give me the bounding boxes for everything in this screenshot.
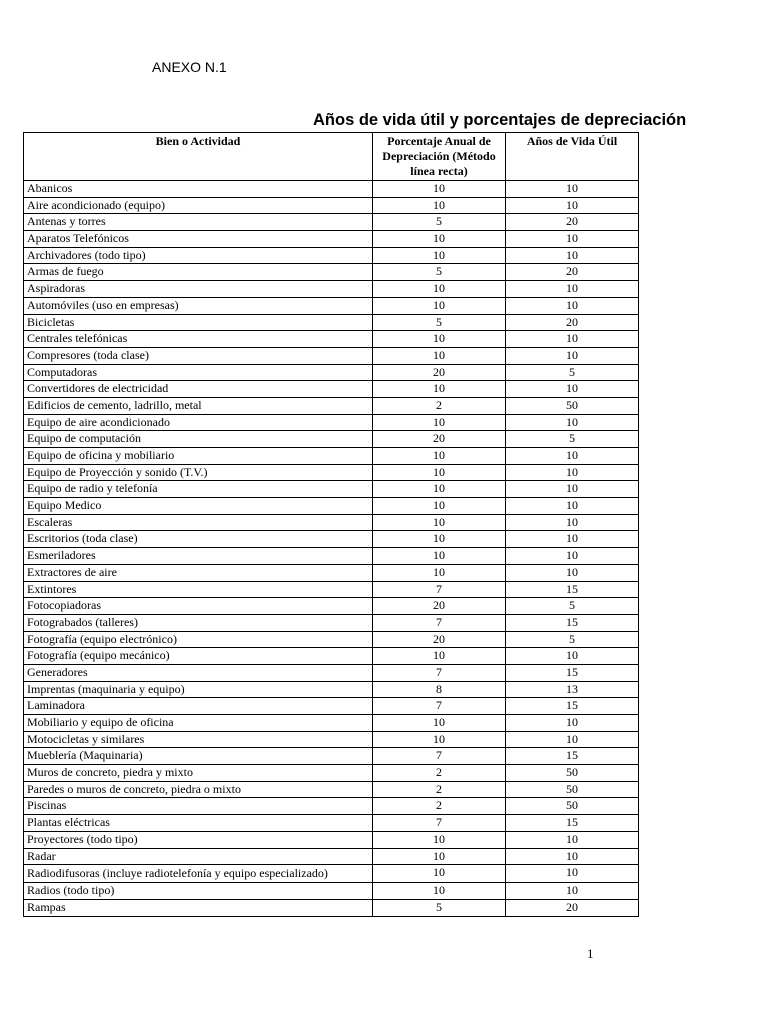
cell-percent: 7 bbox=[373, 614, 506, 631]
cell-years: 15 bbox=[506, 664, 639, 681]
cell-percent: 10 bbox=[373, 514, 506, 531]
cell-years: 15 bbox=[506, 815, 639, 832]
cell-item: Radar bbox=[24, 848, 373, 865]
table-row bbox=[24, 481, 639, 498]
cell-years: 13 bbox=[506, 681, 639, 698]
cell-item: Proyectores (todo tipo) bbox=[24, 831, 373, 848]
cell-years: 10 bbox=[506, 883, 639, 900]
table-row bbox=[24, 548, 639, 565]
cell-item: Bicicletas bbox=[24, 314, 373, 331]
cell-years: 10 bbox=[506, 247, 639, 264]
cell-years: 20 bbox=[506, 314, 639, 331]
cell-percent: 20 bbox=[373, 631, 506, 648]
table-row bbox=[24, 614, 639, 631]
cell-years: 10 bbox=[506, 381, 639, 398]
cell-percent: 10 bbox=[373, 831, 506, 848]
cell-percent: 10 bbox=[373, 281, 506, 298]
cell-item: Archivadores (todo tipo) bbox=[24, 247, 373, 264]
cell-item: Radiodifusoras (incluye radiotelefonía y equipo especializado) bbox=[24, 865, 373, 883]
cell-percent: 10 bbox=[373, 381, 506, 398]
table-row bbox=[24, 664, 639, 681]
cell-years: 10 bbox=[506, 715, 639, 732]
cell-item: Generadores bbox=[24, 664, 373, 681]
table-row bbox=[24, 581, 639, 598]
cell-years: 10 bbox=[506, 448, 639, 465]
cell-years: 50 bbox=[506, 765, 639, 782]
cell-years: 15 bbox=[506, 748, 639, 765]
cell-percent: 10 bbox=[373, 181, 506, 198]
depreciation-table bbox=[23, 132, 639, 917]
cell-percent: 7 bbox=[373, 581, 506, 598]
cell-percent: 10 bbox=[373, 564, 506, 581]
table-row bbox=[24, 798, 639, 815]
cell-years: 10 bbox=[506, 731, 639, 748]
table-row bbox=[24, 414, 639, 431]
cell-years: 10 bbox=[506, 231, 639, 248]
table-row bbox=[24, 648, 639, 665]
table-row bbox=[24, 781, 639, 798]
cell-percent: 10 bbox=[373, 231, 506, 248]
cell-years: 20 bbox=[506, 214, 639, 231]
cell-item: Equipo de aire acondicionado bbox=[24, 414, 373, 431]
cell-percent: 5 bbox=[373, 264, 506, 281]
cell-item: Equipo de radio y telefonía bbox=[24, 481, 373, 498]
cell-item: Paredes o muros de concreto, piedra o mixto bbox=[24, 781, 373, 798]
table-row bbox=[24, 815, 639, 832]
cell-percent: 10 bbox=[373, 548, 506, 565]
cell-item: Imprentas (maquinaria y equipo) bbox=[24, 681, 373, 698]
cell-years: 10 bbox=[506, 464, 639, 481]
cell-item: Antenas y torres bbox=[24, 214, 373, 231]
cell-item: Equipo de computación bbox=[24, 431, 373, 448]
cell-percent: 20 bbox=[373, 364, 506, 381]
table-row bbox=[24, 464, 639, 481]
cell-item: Esmeriladores bbox=[24, 548, 373, 565]
cell-percent: 20 bbox=[373, 598, 506, 615]
cell-percent: 10 bbox=[373, 297, 506, 314]
cell-percent: 10 bbox=[373, 448, 506, 465]
cell-percent: 10 bbox=[373, 197, 506, 214]
cell-years: 50 bbox=[506, 798, 639, 815]
table-row bbox=[24, 381, 639, 398]
table-row bbox=[24, 514, 639, 531]
table-row bbox=[24, 848, 639, 865]
table-row bbox=[24, 448, 639, 465]
cell-percent: 7 bbox=[373, 815, 506, 832]
cell-years: 15 bbox=[506, 698, 639, 715]
cell-percent: 7 bbox=[373, 664, 506, 681]
annex-label: ANEXO N.1 bbox=[152, 59, 227, 75]
cell-percent: 5 bbox=[373, 899, 506, 916]
table-row bbox=[24, 531, 639, 548]
cell-item: Muros de concreto, piedra y mixto bbox=[24, 765, 373, 782]
cell-years: 10 bbox=[506, 481, 639, 498]
cell-item: Piscinas bbox=[24, 798, 373, 815]
cell-years: 20 bbox=[506, 899, 639, 916]
cell-percent: 10 bbox=[373, 331, 506, 348]
cell-years: 10 bbox=[506, 197, 639, 214]
table-row bbox=[24, 347, 639, 364]
cell-percent: 2 bbox=[373, 798, 506, 815]
cell-years: 5 bbox=[506, 431, 639, 448]
cell-years: 5 bbox=[506, 598, 639, 615]
cell-years: 5 bbox=[506, 631, 639, 648]
cell-item: Escritorios (toda clase) bbox=[24, 531, 373, 548]
cell-item: Extractores de aire bbox=[24, 564, 373, 581]
cell-item: Extintores bbox=[24, 581, 373, 598]
cell-percent: 10 bbox=[373, 715, 506, 732]
cell-item: Aspiradoras bbox=[24, 281, 373, 298]
cell-percent: 8 bbox=[373, 681, 506, 698]
cell-years: 10 bbox=[506, 281, 639, 298]
table-row bbox=[24, 364, 639, 381]
table-row bbox=[24, 431, 639, 448]
cell-years: 20 bbox=[506, 264, 639, 281]
table-row bbox=[24, 214, 639, 231]
cell-percent: 10 bbox=[373, 347, 506, 364]
cell-percent: 10 bbox=[373, 498, 506, 515]
table-row bbox=[24, 231, 639, 248]
cell-item: Mobiliario y equipo de oficina bbox=[24, 715, 373, 732]
cell-item: Fotograbados (talleres) bbox=[24, 614, 373, 631]
table-row bbox=[24, 498, 639, 515]
table-body bbox=[24, 181, 639, 917]
cell-item: Convertidores de electricidad bbox=[24, 381, 373, 398]
table-row bbox=[24, 731, 639, 748]
table-row bbox=[24, 314, 639, 331]
cell-percent: 7 bbox=[373, 698, 506, 715]
table-row bbox=[24, 598, 639, 615]
cell-percent: 10 bbox=[373, 247, 506, 264]
table-row bbox=[24, 247, 639, 264]
cell-years: 15 bbox=[506, 614, 639, 631]
cell-percent: 7 bbox=[373, 748, 506, 765]
cell-percent: 10 bbox=[373, 414, 506, 431]
document-title: Años de vida útil y porcentajes de depreciación bbox=[313, 111, 687, 129]
cell-item: Escaleras bbox=[24, 514, 373, 531]
cell-percent: 10 bbox=[373, 731, 506, 748]
table-row bbox=[24, 899, 639, 916]
cell-percent: 2 bbox=[373, 765, 506, 782]
cell-item: Equipo de oficina y mobiliario bbox=[24, 448, 373, 465]
table-row bbox=[24, 564, 639, 581]
cell-item: Mueblería (Maquinaria) bbox=[24, 748, 373, 765]
cell-percent: 10 bbox=[373, 848, 506, 865]
header-percent: Porcentaje Anual de Depreciación (Método línea recta) bbox=[373, 133, 506, 181]
cell-item: Edificios de cemento, ladrillo, metal bbox=[24, 397, 373, 414]
cell-years: 10 bbox=[506, 831, 639, 848]
cell-item: Motocicletas y similares bbox=[24, 731, 373, 748]
cell-years: 10 bbox=[506, 297, 639, 314]
cell-item: Equipo de Proyección y sonido (T.V.) bbox=[24, 464, 373, 481]
cell-item: Automóviles (uso en empresas) bbox=[24, 297, 373, 314]
cell-item: Computadoras bbox=[24, 364, 373, 381]
cell-years: 10 bbox=[506, 865, 639, 883]
table-row bbox=[24, 698, 639, 715]
table-header-row bbox=[24, 133, 639, 181]
cell-percent: 10 bbox=[373, 481, 506, 498]
cell-years: 5 bbox=[506, 364, 639, 381]
cell-percent: 10 bbox=[373, 883, 506, 900]
table-row bbox=[24, 397, 639, 414]
cell-years: 10 bbox=[506, 848, 639, 865]
cell-percent: 10 bbox=[373, 648, 506, 665]
table-row bbox=[24, 883, 639, 900]
header-years: Años de Vida Útil bbox=[506, 133, 639, 181]
cell-item: Plantas eléctricas bbox=[24, 815, 373, 832]
cell-years: 10 bbox=[506, 347, 639, 364]
cell-item: Aire acondicionado (equipo) bbox=[24, 197, 373, 214]
table-row bbox=[24, 331, 639, 348]
cell-years: 10 bbox=[506, 414, 639, 431]
cell-item: Compresores (toda clase) bbox=[24, 347, 373, 364]
cell-years: 10 bbox=[506, 498, 639, 515]
cell-years: 10 bbox=[506, 531, 639, 548]
table-row bbox=[24, 865, 639, 883]
cell-item: Laminadora bbox=[24, 698, 373, 715]
cell-item: Fotocopiadoras bbox=[24, 598, 373, 615]
table-row bbox=[24, 765, 639, 782]
cell-years: 15 bbox=[506, 581, 639, 598]
cell-percent: 10 bbox=[373, 464, 506, 481]
cell-years: 50 bbox=[506, 781, 639, 798]
table-row bbox=[24, 681, 639, 698]
cell-item: Rampas bbox=[24, 899, 373, 916]
header-item: Bien o Actividad bbox=[24, 133, 373, 181]
table-row bbox=[24, 831, 639, 848]
table-row bbox=[24, 297, 639, 314]
cell-item: Aparatos Telefónicos bbox=[24, 231, 373, 248]
cell-years: 10 bbox=[506, 564, 639, 581]
cell-percent: 20 bbox=[373, 431, 506, 448]
table-row bbox=[24, 281, 639, 298]
table-row bbox=[24, 715, 639, 732]
table-row bbox=[24, 264, 639, 281]
cell-years: 10 bbox=[506, 548, 639, 565]
cell-item: Fotografía (equipo mecánico) bbox=[24, 648, 373, 665]
cell-item: Centrales telefónicas bbox=[24, 331, 373, 348]
table-row bbox=[24, 181, 639, 198]
page-number: 1 bbox=[587, 946, 594, 961]
cell-item: Equipo Medico bbox=[24, 498, 373, 515]
cell-percent: 2 bbox=[373, 397, 506, 414]
cell-years: 10 bbox=[506, 514, 639, 531]
table-row bbox=[24, 631, 639, 648]
cell-percent: 5 bbox=[373, 214, 506, 231]
cell-item: Radios (todo tipo) bbox=[24, 883, 373, 900]
cell-percent: 10 bbox=[373, 531, 506, 548]
cell-years: 10 bbox=[506, 331, 639, 348]
table-row bbox=[24, 748, 639, 765]
cell-years: 10 bbox=[506, 648, 639, 665]
cell-percent: 2 bbox=[373, 781, 506, 798]
cell-years: 10 bbox=[506, 181, 639, 198]
cell-item: Fotografía (equipo electrónico) bbox=[24, 631, 373, 648]
cell-item: Abanicos bbox=[24, 181, 373, 198]
cell-years: 50 bbox=[506, 397, 639, 414]
cell-percent: 5 bbox=[373, 314, 506, 331]
table-row bbox=[24, 197, 639, 214]
cell-item: Armas de fuego bbox=[24, 264, 373, 281]
cell-percent: 10 bbox=[373, 865, 506, 883]
